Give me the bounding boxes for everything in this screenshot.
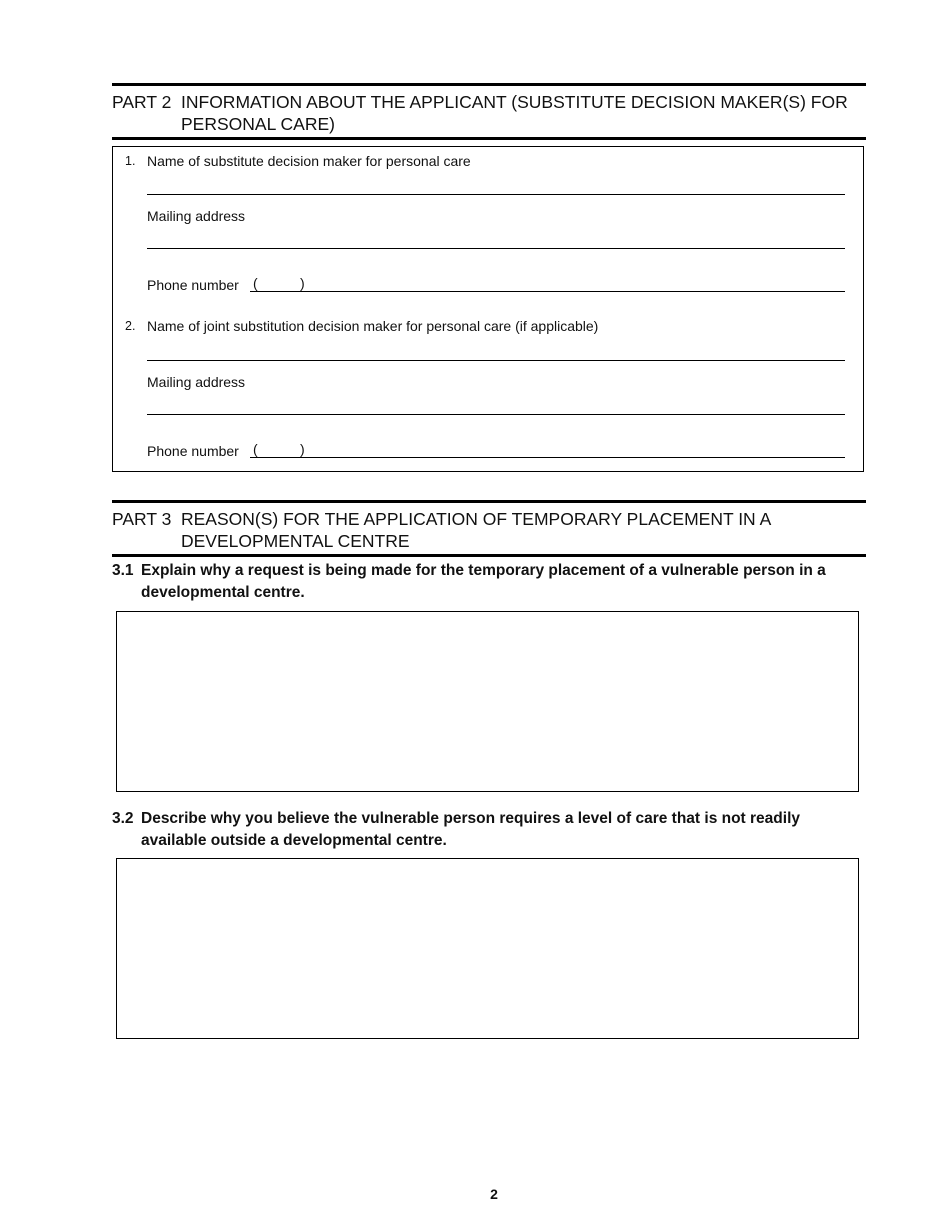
part3-number: PART 3 bbox=[112, 509, 172, 529]
field-1-name-input[interactable] bbox=[147, 194, 845, 195]
answer-3-2-textarea[interactable] bbox=[116, 858, 859, 1039]
question-3-1-number: 3.1 bbox=[112, 562, 134, 579]
question-3-1 bbox=[112, 560, 862, 604]
field-1-number: 1. bbox=[125, 154, 136, 168]
question-3-2-text: Describe why you believe the vulnerable person requires a level of care that is not readily available outside a developmental centre. bbox=[141, 810, 800, 849]
field-1-phone-input[interactable] bbox=[250, 291, 845, 292]
field-1-phone-close-paren: ) bbox=[300, 275, 305, 291]
question-3-2-number: 3.2 bbox=[112, 810, 134, 827]
question-3-2 bbox=[112, 808, 862, 852]
field-1-phone-label: Phone number bbox=[147, 277, 239, 293]
field-2-number: 2. bbox=[125, 319, 136, 333]
part2-title: INFORMATION ABOUT THE APPLICANT (SUBSTITUTE DECISION MAKER(S) FOR PERSONAL CARE) bbox=[181, 92, 848, 134]
field-1-address-label: Mailing address bbox=[147, 208, 246, 224]
question-3-1-text: Explain why a request is being made for the temporary placement of a vulnerable person in a developmental centre. bbox=[141, 562, 826, 601]
field-1-address-input[interactable] bbox=[147, 248, 845, 249]
field-1-name-label: Name of substitute decision maker for personal care bbox=[147, 153, 471, 169]
page-number: 2 bbox=[490, 1186, 498, 1202]
part2-header bbox=[112, 83, 866, 140]
part2-number: PART 2 bbox=[112, 92, 172, 112]
field-2-phone-label: Phone number bbox=[147, 443, 239, 459]
answer-3-1-textarea[interactable] bbox=[116, 611, 859, 792]
field-2-phone-open-paren: ( bbox=[253, 441, 258, 457]
field-2-address-input[interactable] bbox=[147, 414, 845, 415]
field-2-phone-input[interactable] bbox=[250, 457, 845, 458]
part3-title: REASON(S) FOR THE APPLICATION OF TEMPORARY PLACEMENT IN A DEVELOPMENTAL CENTRE bbox=[181, 509, 771, 551]
field-2-name-input[interactable] bbox=[147, 360, 845, 361]
field-2-phone-close-paren: ) bbox=[300, 441, 305, 457]
field-2-name-label: Name of joint substitution decision maker for personal care (if applicable) bbox=[147, 318, 599, 334]
field-2-address-label: Mailing address bbox=[147, 374, 246, 390]
field-1-phone-open-paren: ( bbox=[253, 275, 258, 291]
part3-header bbox=[112, 500, 866, 557]
